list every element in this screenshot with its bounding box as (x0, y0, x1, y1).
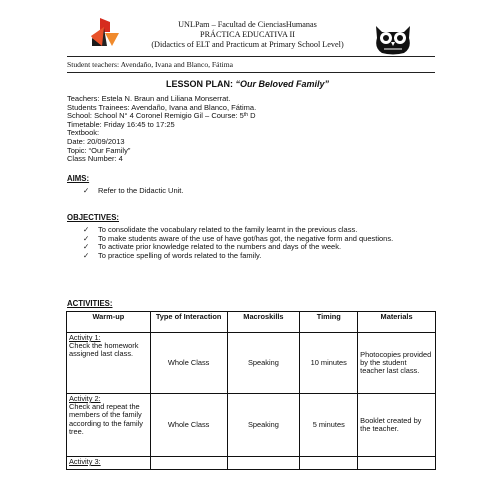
school-text: School: School N° 4 Coronel Remigio Gil – Course: 5 (67, 111, 244, 121)
lesson-plan-title (0, 79, 495, 89)
table-row (67, 394, 436, 457)
header-institution: UNLPam – Facultad de CienciasHumanas (178, 20, 317, 29)
teachers-line: Teachers: Estela N. Braun and Liliana Monserrat. (67, 94, 231, 103)
timing-cell (300, 457, 358, 470)
activity-cell (67, 333, 151, 394)
objective-text: To consolidate the vocabulary related to the family learnt in the previous class. (98, 225, 358, 234)
course-ordinal: th (243, 112, 249, 119)
macroskills-cell: Speaking (227, 333, 300, 394)
objective-text: To practice spelling of words related to the family. (98, 250, 262, 260)
check-icon: ✓ (83, 225, 90, 234)
activity-name: Activity 1: (69, 333, 101, 342)
check-icon: ✓ (83, 233, 90, 243)
activities-heading: ACTIVITIES: (67, 299, 113, 308)
check-icon: ✓ (83, 250, 90, 260)
objective-text: To activate prior knowledge related to the numbers and days of the week. (98, 242, 342, 252)
header-subtitle: (Didactics of ELT and Practicum at Primary School Level) (151, 40, 344, 49)
title-name: “Our Beloved Family” (235, 79, 330, 89)
activity-name: Activity 2: (69, 394, 101, 403)
column-header-timing: Timing (300, 312, 358, 333)
activity-description: Check the homework assigned last class. (69, 341, 139, 359)
check-icon: ✓ (83, 186, 90, 195)
class-number-line: Class Number: 4 (67, 154, 123, 164)
activity-cell (67, 457, 151, 470)
materials-cell: Booklet created by the teacher. (358, 394, 436, 457)
objectives-list (83, 226, 428, 260)
column-header-interaction: Type of Interaction (150, 312, 227, 333)
lesson-info-block (67, 95, 256, 164)
timing-cell: 10 minutes (300, 333, 358, 394)
header-divider-bottom (67, 72, 435, 73)
interaction-cell: Whole Class (150, 394, 227, 457)
table-row (67, 457, 436, 470)
materials-cell (358, 457, 436, 470)
owl-logo-icon (371, 22, 415, 56)
column-header-materials: Materials (358, 312, 436, 333)
timetable-line: Timetable: Friday 16:45 to 17:25 (67, 119, 175, 129)
activities-table (66, 311, 436, 470)
aim-text: Refer to the Didactic Unit. (98, 186, 184, 195)
activity-description: Check and repeat the members of the family according to the family tree. (69, 402, 143, 436)
interaction-cell (150, 457, 227, 470)
activity-cell (67, 394, 151, 457)
student-teachers-line: Student teachers: Avendaño, Ivana and Blanco, Fátima (67, 60, 234, 69)
timing-cell: 5 minutes (300, 394, 358, 457)
activity-name: Activity 3: (69, 457, 101, 466)
table-header-row (67, 312, 436, 333)
objective-item (83, 252, 428, 261)
objective-text: To make students aware of the use of have got/has got, the negative form and questions. (98, 233, 394, 243)
header-divider-top (67, 56, 435, 57)
university-logo-icon (88, 16, 122, 50)
check-icon: ✓ (83, 242, 90, 252)
macroskills-cell (227, 457, 300, 470)
macroskills-cell: Speaking (227, 394, 300, 457)
topic-line: Topic: “Our Family” (67, 145, 131, 155)
column-header-macroskills: Macroskills (227, 312, 300, 333)
date-line: Date: 20/09/2013 (67, 136, 125, 146)
trainees-line: Students Trainees: Avendaño, Ivana and Blanco, Fátima. (67, 102, 257, 112)
materials-cell: Photocopies provided by the student teacher last class. (358, 333, 436, 394)
table-row (67, 333, 436, 394)
aims-heading: AIMS: (67, 174, 90, 183)
textbook-line: Textbook: (67, 128, 100, 138)
header-course: PRÁCTICA EDUCATIVA II (200, 30, 295, 39)
column-header-warmup: Warm-up (67, 312, 151, 333)
title-prefix: LESSON PLAN: (165, 79, 236, 89)
course-section: D (248, 111, 256, 121)
objectives-heading: OBJECTIVES: (67, 213, 119, 222)
interaction-cell: Whole Class (150, 333, 227, 394)
